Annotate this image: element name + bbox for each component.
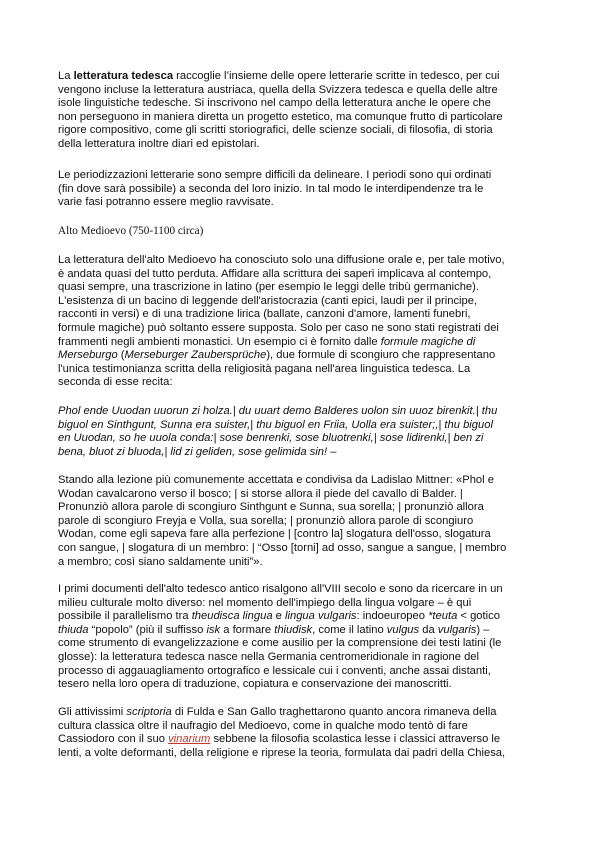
text-run: della letteratura inoltre diari ed epistolari. <box>58 137 260 150</box>
text-run: cultura classica oltre il naufragio del Medioevo, come in qualche modo tentò di fare <box>58 719 468 732</box>
italic-term: *teuta <box>428 610 458 623</box>
text-line <box>58 363 543 377</box>
text-run: I primi documenti dell'alto tedesco antico risalgono all'VIII secolo e sono da ricercare in un <box>58 583 503 595</box>
text-line <box>58 651 543 665</box>
text-run: è andata quasi del tutto perduta. Affidare alla scrittura dei saperi implicava al contempo, <box>58 267 492 280</box>
text-run: Gli attivissimi <box>58 706 127 718</box>
text-run: possibile il parallelismo tra <box>58 610 192 623</box>
periods-paragraph <box>58 169 543 210</box>
text-run: di Fulda e San Gallo traghettarono quanto ancora rimaneva della <box>171 706 497 718</box>
text-line <box>58 446 543 460</box>
text-run: , come il latino <box>312 623 387 636</box>
scriptoria-paragraph <box>58 706 543 760</box>
text-run: racconti in versi) e di una tradizione lirica (ballate, canzoni d'amore, lamenti funebri, <box>58 308 471 321</box>
text-line <box>58 501 543 515</box>
text-run: parole di scongiuro Freyja e Volla, sua sorella; | pronunziò allora parole di scongiuro <box>58 514 474 527</box>
italic-term: en Uuodan, so he uuola conda:| sose benrenki, sose bluotrenki,| sose lidirenki,| ben zi <box>58 432 484 445</box>
text-run: frammenti negli ambienti monastici. Un esempio ci è fornito dalle <box>58 335 381 348</box>
text-run: da <box>419 623 438 636</box>
text-run: varie fasi potranno essere meglio ravvisate. <box>58 196 274 209</box>
text-run: rigore compositivo, come gli scritti storiografici, delle scienze sociali, di filosofia, di storia <box>58 124 493 137</box>
text-run: quasi sempre, una trascrizione in latino (per esempio le leggi delle tribù germaniche). <box>58 281 479 294</box>
text-run: glosse): la letteratura tedesca nasce nella Germania centromeridionale in ragione del <box>58 650 480 663</box>
text-run: e <box>272 610 285 623</box>
text-line <box>58 597 543 611</box>
italic-term: bena, bluot zi bluoda,| lid zi geliden, sose gelimida sin! <box>58 445 328 458</box>
text-run: raccoglie l’insieme delle opere letterarie scritte in tedesco, per cui <box>173 70 500 82</box>
text-run: sebbene la filosofia scolastica lesse i classici attraverso le <box>210 733 501 746</box>
text-run: lenti, a volte deformanti, della religione e riprese la teoria, formulata dai padri della Chiesa, <box>58 746 506 759</box>
text-line <box>58 733 543 747</box>
text-run: vengono incluse la letteratura austriaca, quella della Svizzera tedesca e quella delle altre <box>58 83 498 96</box>
text-run: La <box>58 70 74 82</box>
text-run: ) – <box>476 623 490 636</box>
text-line <box>58 665 543 679</box>
text-line <box>58 295 543 309</box>
vinarium-link[interactable]: vinarium <box>168 733 211 746</box>
text-line <box>58 138 543 152</box>
text-line <box>58 169 543 183</box>
italic-term: lingua vulgaris <box>285 610 357 623</box>
text-run: processo di aggauagliamento ortografico e lessicale cui i conventi, anche assai distanti, <box>58 664 491 677</box>
italic-term: isk <box>206 623 221 636</box>
text-run: seconda di esse recita: <box>58 376 173 389</box>
text-line <box>58 747 543 761</box>
text-line <box>58 432 543 446</box>
text-line <box>58 111 543 125</box>
section-heading: Alto Medioevo (750-1100 circa) <box>58 225 204 237</box>
text-run: l'unica testimonianza scritta della religiosità pagana nell'area linguistica tedesca. La <box>58 362 471 375</box>
text-run: tesero nella loro opera di traduzione, copiatura e conservazione dei manoscritti. <box>58 678 452 691</box>
bold-term: letteratura tedesca <box>73 70 174 82</box>
text-line <box>58 336 543 350</box>
translation-paragraph <box>58 474 543 569</box>
italic-term: Merseburger Zaubersprüche <box>124 349 267 362</box>
text-run: (fin dove sarà possibile) a seconda del loro inizio. In tal modo le interdipendenze tra le <box>58 182 484 195</box>
italic-term: vulgus <box>386 623 420 636</box>
text-line <box>58 474 543 488</box>
text-run: isole linguistiche tedesche. Si inscrivono nel campo della letteratura anche le opere che <box>58 97 491 110</box>
text-run: Le periodizzazioni letterarie sono sempre difficili da delineare. I periodi sono qui ordinati <box>58 169 492 181</box>
text-line <box>58 706 543 720</box>
text-line <box>58 254 543 268</box>
text-run: La letteratura dell'alto Medioevo ha conosciuto solo una diffusione orale e, per tale motivo, <box>58 254 505 266</box>
text-line <box>58 419 543 433</box>
italic-term: Merseburgo <box>58 349 118 362</box>
text-line <box>58 678 543 692</box>
text-run: – <box>327 445 337 458</box>
italic-term: vulgaris <box>437 623 477 636</box>
text-line <box>58 405 543 419</box>
documents-paragraph <box>58 583 543 692</box>
italic-term: formule magiche di <box>380 335 476 348</box>
oral-tradition-paragraph <box>58 254 543 390</box>
text-run: < gotico <box>457 610 500 623</box>
text-line <box>58 583 543 597</box>
text-run: L'esistenza di un bacino di leggende dell'aristocrazia (canti epici, laudi per il principe, <box>58 294 478 307</box>
text-run: Wodan cavalcarono verso il bosco; | si storse allora il piede del cavallo di Balder. | <box>58 487 463 500</box>
intro-paragraph <box>58 70 543 152</box>
italic-term: Phol ende Uuodan uuorun zi holza.| du uuart demo Balderes uolon sin uuoz birenkit.| thu <box>58 405 498 417</box>
text-line <box>58 637 543 651</box>
text-line <box>58 97 543 111</box>
italic-term: scriptoria <box>126 706 172 718</box>
text-run: Pronunziò allora parole di scongiuro Sinthgunt e Sunna, sua sorella; | pronunziò allora <box>58 501 484 514</box>
text-run: non perseguono in maniera diretta un progetto estetico, ma comunque frutto di particolare <box>58 110 503 123</box>
text-line <box>58 183 543 197</box>
text-run: a membro; così siano saldamente uniti”». <box>58 555 263 568</box>
text-line <box>58 196 543 210</box>
charm-quote-paragraph <box>58 405 543 459</box>
text-run: con sangue, | slogatura di un membro: | “Osso [torni] ad osso, sangue a sangue, | membro <box>58 541 507 554</box>
text-line <box>58 488 543 502</box>
text-line <box>58 70 543 84</box>
text-line <box>58 556 543 570</box>
text-run: Wodan, come egli sapeva fare alla perfezione | [contro la] slogatura dell'osso, slogatura <box>58 528 491 541</box>
text-line <box>58 542 543 556</box>
text-run: formule magiche) può soltanto essere supposta. Solo per caso ne sono stati registrati dei <box>58 321 499 334</box>
text-run: ( <box>117 349 125 362</box>
italic-term: biguol en Sinthgunt, Sunna era suister,| thu biguol en Friia, Uolla era suister;,| thu biguol <box>58 418 493 431</box>
text-line <box>58 124 543 138</box>
text-line <box>58 624 543 638</box>
text-line <box>58 308 543 322</box>
text-line <box>58 322 543 336</box>
text-run: : indoeuropeo <box>356 610 429 623</box>
text-run: Cassiodoro con il suo <box>58 733 169 746</box>
text-line <box>58 720 543 734</box>
italic-term: theudisca lingua <box>191 610 273 623</box>
text-line <box>58 376 543 390</box>
text-run: milieu culturale molto diverso: nel momento dell'impiego della lingua volgare – è qui <box>58 596 472 609</box>
italic-term: thiudisk <box>274 623 313 636</box>
text-line <box>58 349 543 363</box>
text-line <box>58 610 543 624</box>
text-run: come strumento di evangelizzazione e come ausilio per la comprensione dei testi latini (le <box>58 637 502 650</box>
text-run: a formare <box>220 623 275 636</box>
text-line <box>58 268 543 282</box>
text-line <box>58 528 543 542</box>
text-run: Stando alla lezione più comunemente accettata e condivisa da Ladislao Mittner: «Phol e <box>58 474 494 486</box>
italic-term: thiuda <box>58 623 89 636</box>
text-line <box>58 84 543 98</box>
text-run: “popolo” (più il suffisso <box>88 623 207 636</box>
text-line <box>58 515 543 529</box>
text-line <box>58 281 543 295</box>
text-run: ), due formule di scongiuro che rappresentano <box>266 349 496 362</box>
